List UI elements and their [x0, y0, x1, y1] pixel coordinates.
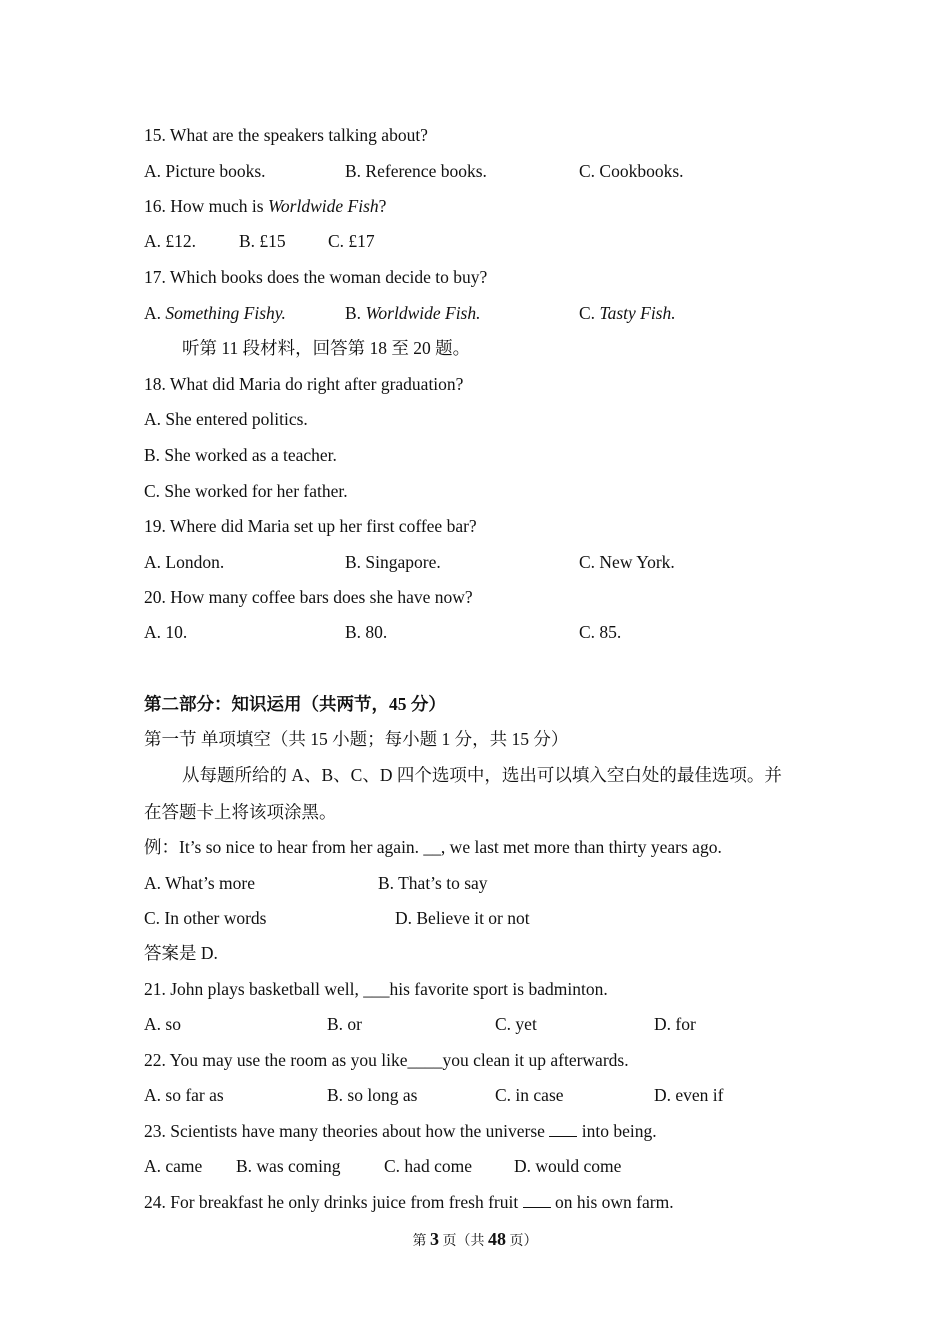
option-c: C. yet: [495, 1014, 537, 1034]
option-b: B. Reference books.: [345, 161, 487, 181]
option-a: A. came: [144, 1156, 203, 1176]
option-a: A. Picture books.: [144, 161, 266, 181]
page-footer: 第 3 页（共 48 页）: [412, 1229, 538, 1249]
option-c: C. had come: [384, 1156, 472, 1176]
page-number: 3: [430, 1229, 439, 1249]
option-b: B. so long as: [327, 1085, 418, 1105]
option-a: A. What’s more: [144, 873, 255, 893]
option-a: A. London.: [144, 552, 225, 572]
answer-blank: ___: [363, 979, 390, 999]
option-c: C. 85.: [579, 622, 622, 642]
option-d: D. for: [654, 1014, 696, 1034]
question-stem: 21. John plays basketball well, ___his favorite sport is badminton.: [144, 979, 608, 999]
example-stem: 例：It’s so nice to hear from her again. __, we last met more than thirty years ago.: [144, 837, 722, 857]
option-c: C. in case: [495, 1085, 564, 1105]
answer-blank: [523, 1193, 551, 1208]
option-b: B. £15: [239, 231, 286, 251]
option-d: D. Believe it or not: [395, 908, 530, 928]
question-stem: 16. How much is Worldwide Fish?: [144, 196, 387, 216]
option-c: C. £17: [328, 231, 375, 251]
option-d: D. even if: [654, 1085, 724, 1105]
question-stem: 20. How many coffee bars does she have now?: [144, 587, 473, 607]
option-c: C. Cookbooks.: [579, 161, 684, 181]
option-c: C. She worked for her father.: [144, 481, 348, 501]
option-c: C. Tasty Fish.: [579, 303, 676, 323]
option-a: A. Something Fishy.: [144, 303, 286, 323]
option-b: B. Worldwide Fish.: [345, 303, 481, 323]
question-stem: 22. You may use the room as you like____you clean it up afterwards.: [144, 1050, 629, 1070]
question-stem: 23. Scientists have many theories about how the universe into being.: [144, 1121, 657, 1141]
book-title: Worldwide Fish: [267, 196, 379, 216]
option-c: C. In other words: [144, 908, 267, 928]
question-stem: 17. Which books does the woman decide to buy?: [144, 267, 488, 287]
option-d: D. would come: [514, 1156, 622, 1176]
option-a: A. £12.: [144, 231, 197, 251]
question-stem: 24. For breakfast he only drinks juice from fresh fruit on his own farm.: [144, 1192, 674, 1212]
question-stem: 15. What are the speakers talking about?: [144, 125, 428, 145]
question-stem: 19. Where did Maria set up her first coffee bar?: [144, 516, 477, 536]
total-pages: 48: [488, 1229, 506, 1249]
answer-blank: [549, 1122, 577, 1137]
option-b: B. That’s to say: [378, 873, 488, 893]
option-a: A. so far as: [144, 1085, 224, 1105]
option-b: B. Singapore.: [345, 552, 441, 572]
question-stem: 18. What did Maria do right after graduation?: [144, 374, 464, 394]
option-b: B. She worked as a teacher.: [144, 445, 337, 465]
option-c: C. New York.: [579, 552, 675, 572]
answer-blank: ____: [407, 1050, 443, 1070]
option-a: A. 10.: [144, 622, 188, 642]
option-b: B. 80.: [345, 622, 388, 642]
option-b: B. or: [327, 1014, 362, 1034]
option-b: B. was coming: [236, 1156, 341, 1176]
option-a: A. She entered politics.: [144, 409, 308, 429]
option-a: A. so: [144, 1014, 181, 1034]
